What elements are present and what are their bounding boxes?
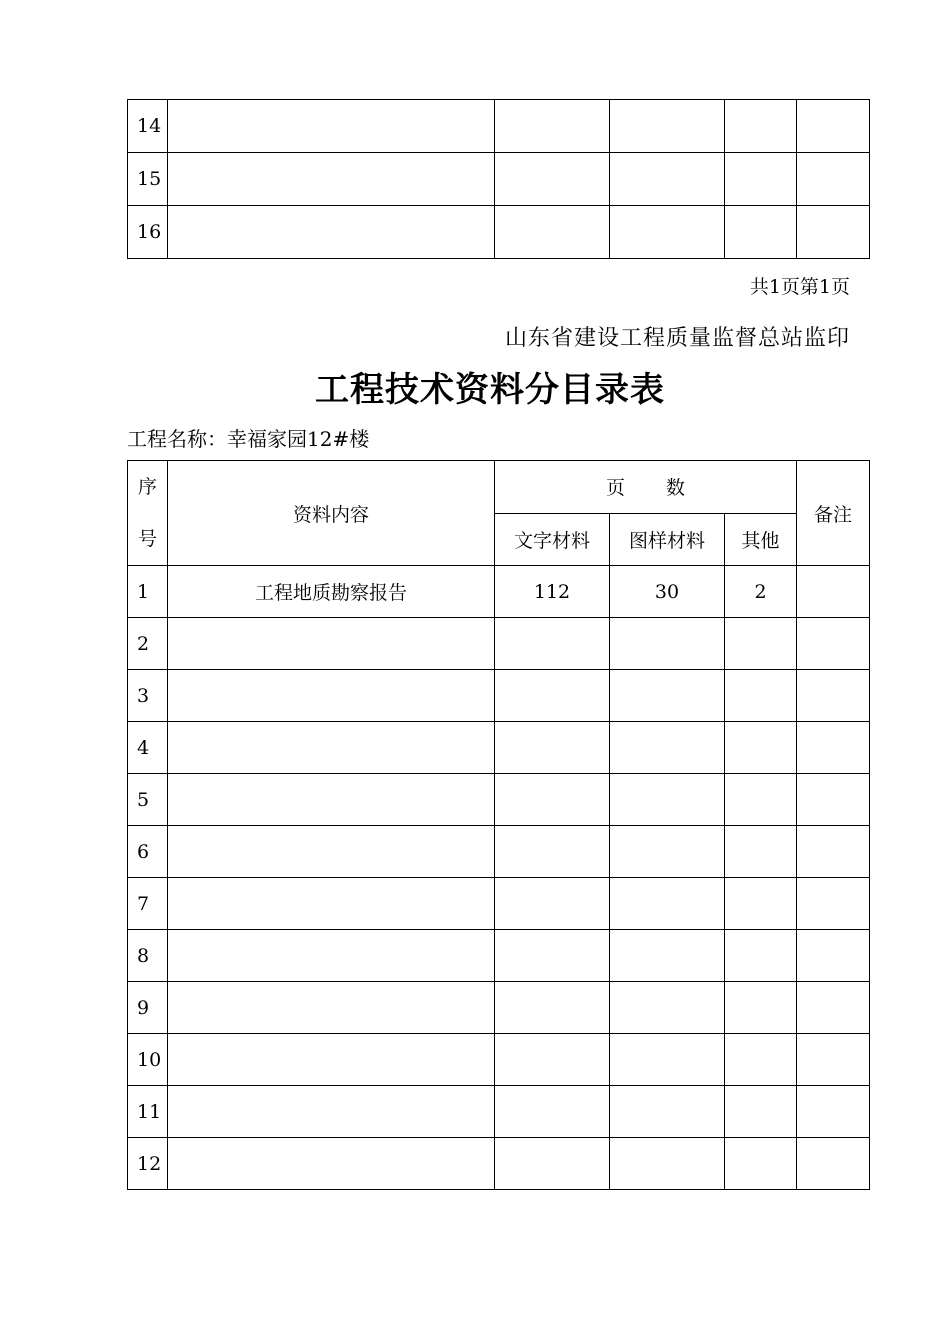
cell-content <box>168 1086 495 1138</box>
cell-other <box>725 153 797 206</box>
table-row <box>128 878 870 930</box>
cell-seq: 14 <box>128 100 168 153</box>
header-pages-right: 数 <box>665 477 685 500</box>
table-row <box>128 930 870 982</box>
cell-note <box>797 1138 870 1190</box>
cell-note <box>797 618 870 670</box>
table-row <box>128 722 870 774</box>
cell-seq: 1 <box>128 566 168 618</box>
cell-drawing <box>610 618 725 670</box>
cell-seq: 15 <box>128 153 168 206</box>
cell-content <box>168 982 495 1034</box>
cell-content: 工程地质勘察报告 <box>168 566 495 618</box>
table-row <box>128 618 870 670</box>
table-row <box>128 206 870 259</box>
cell-text <box>495 722 610 774</box>
table-row <box>128 670 870 722</box>
header-content: 资料内容 <box>168 461 495 566</box>
cell-drawing <box>610 930 725 982</box>
cell-content <box>168 1034 495 1086</box>
cell-note <box>797 774 870 826</box>
cell-text <box>495 826 610 878</box>
cell-text: 112 <box>495 566 610 618</box>
cell-other <box>725 826 797 878</box>
table-row <box>128 982 870 1034</box>
project-value: 幸福家园12#楼 <box>227 427 370 451</box>
cell-drawing <box>610 1034 725 1086</box>
header-seq <box>128 461 168 566</box>
cell-note <box>797 206 870 259</box>
table-row <box>128 1086 870 1138</box>
cell-drawing <box>610 100 725 153</box>
cell-note <box>797 566 870 618</box>
cell-seq: 7 <box>128 878 168 930</box>
cell-text <box>495 982 610 1034</box>
cell-drawing <box>610 826 725 878</box>
cell-text <box>495 1138 610 1190</box>
header-pages-left: 页 <box>605 477 625 500</box>
cell-seq: 10 <box>128 1034 168 1086</box>
cell-other <box>725 100 797 153</box>
table-row <box>128 566 870 618</box>
header-seq-bottom: 号 <box>137 528 157 550</box>
page-count-footer: 共1页第1页 <box>749 276 850 298</box>
header-pages <box>495 461 797 514</box>
cell-note <box>797 1034 870 1086</box>
cell-text <box>495 206 610 259</box>
cell-seq: 6 <box>128 826 168 878</box>
cell-other <box>725 670 797 722</box>
cell-note <box>797 826 870 878</box>
cell-text <box>495 670 610 722</box>
cell-seq: 11 <box>128 1086 168 1138</box>
cell-note <box>797 982 870 1034</box>
table-row <box>128 153 870 206</box>
cell-text <box>495 1086 610 1138</box>
cell-text <box>495 774 610 826</box>
header-seq-top: 序 <box>137 476 157 498</box>
catalog-table <box>127 460 870 1190</box>
cell-content <box>168 1138 495 1190</box>
cell-content <box>168 722 495 774</box>
cell-content <box>168 774 495 826</box>
cell-drawing <box>610 774 725 826</box>
cell-text <box>495 618 610 670</box>
header-text-material: 文字材料 <box>495 513 610 566</box>
header-note: 备注 <box>797 461 870 566</box>
cell-other <box>725 982 797 1034</box>
table-row <box>128 774 870 826</box>
document-title: 工程技术资料分目录表 <box>315 370 665 410</box>
cell-note <box>797 670 870 722</box>
cell-note <box>797 100 870 153</box>
cell-other <box>725 206 797 259</box>
cell-note <box>797 153 870 206</box>
issuer-line: 山东省建设工程质量监督总站监印 <box>504 326 850 351</box>
cell-text <box>495 930 610 982</box>
cell-other <box>725 618 797 670</box>
project-label: 工程名称： <box>127 427 227 451</box>
cell-text <box>495 153 610 206</box>
cell-seq: 8 <box>128 930 168 982</box>
cell-content <box>168 618 495 670</box>
cell-content <box>168 100 495 153</box>
previous-page-table <box>127 99 870 259</box>
cell-seq: 16 <box>128 206 168 259</box>
cell-content <box>168 826 495 878</box>
cell-text <box>495 100 610 153</box>
cell-other <box>725 774 797 826</box>
cell-other <box>725 722 797 774</box>
cell-seq: 4 <box>128 722 168 774</box>
cell-note <box>797 722 870 774</box>
cell-content <box>168 930 495 982</box>
cell-seq: 9 <box>128 982 168 1034</box>
cell-note <box>797 878 870 930</box>
cell-note <box>797 1086 870 1138</box>
cell-other <box>725 1034 797 1086</box>
cell-other <box>725 878 797 930</box>
cell-note <box>797 930 870 982</box>
cell-other <box>725 930 797 982</box>
cell-drawing <box>610 206 725 259</box>
cell-other <box>725 1138 797 1190</box>
cell-seq: 5 <box>128 774 168 826</box>
header-drawing-material: 图样材料 <box>610 513 725 566</box>
cell-drawing <box>610 1086 725 1138</box>
project-name <box>127 423 369 452</box>
cell-seq: 3 <box>128 670 168 722</box>
cell-text <box>495 878 610 930</box>
cell-other <box>725 1086 797 1138</box>
table-row <box>128 1138 870 1190</box>
cell-content <box>168 670 495 722</box>
cell-drawing <box>610 722 725 774</box>
cell-drawing <box>610 878 725 930</box>
table-row <box>128 1034 870 1086</box>
cell-content <box>168 206 495 259</box>
cell-drawing <box>610 153 725 206</box>
cell-drawing: 30 <box>610 566 725 618</box>
cell-drawing <box>610 670 725 722</box>
cell-seq: 2 <box>128 618 168 670</box>
cell-text <box>495 1034 610 1086</box>
cell-other: 2 <box>725 566 797 618</box>
cell-drawing <box>610 1138 725 1190</box>
table-row <box>128 100 870 153</box>
header-other: 其他 <box>725 513 797 566</box>
cell-content <box>168 878 495 930</box>
table-row <box>128 826 870 878</box>
cell-content <box>168 153 495 206</box>
cell-seq: 12 <box>128 1138 168 1190</box>
cell-drawing <box>610 982 725 1034</box>
